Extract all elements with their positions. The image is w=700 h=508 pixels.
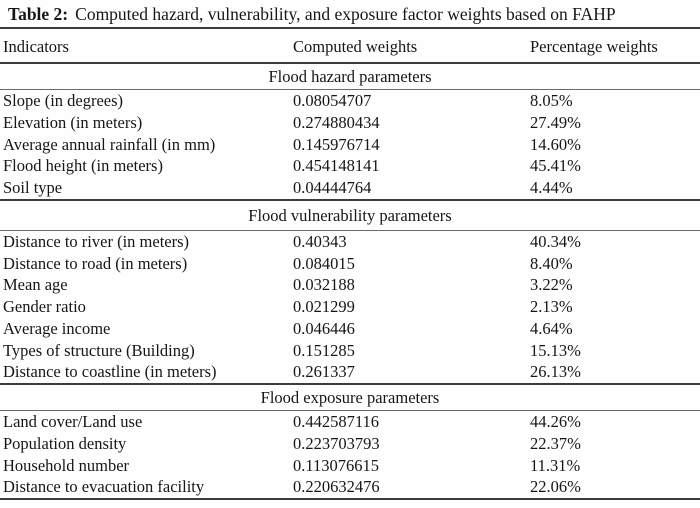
table-row: [0, 455, 700, 477]
percentage-weight-cell: 4.44%: [530, 178, 573, 197]
indicator-cell: Distance to river (in meters): [3, 231, 190, 251]
indicator-cell: Types of structure (Building): [3, 340, 195, 360]
computed-weight-cell: 0.021299: [293, 297, 355, 316]
table-caption: [0, 0, 700, 29]
percentage-weight-cell: 8.40%: [530, 253, 573, 273]
table-row: [0, 433, 700, 455]
table-caption-text: Computed hazard, vulnerability, and exposure factor weights based on FAHP: [75, 4, 616, 24]
table-body: [0, 64, 700, 500]
table-row: [0, 476, 700, 498]
percentage-weight-cell: 45.41%: [530, 156, 581, 176]
indicator-cell: Slope (in degrees): [3, 91, 124, 110]
computed-weight-cell: 0.08054707: [293, 91, 372, 110]
table-row: [0, 340, 700, 362]
column-header-percentage-weights: Percentage weights: [530, 37, 658, 56]
section-header: Flood vulnerability parameters: [0, 201, 700, 231]
table-row: [0, 296, 700, 318]
percentage-weight-cell: 26.13%: [530, 362, 581, 382]
table-row: [0, 361, 700, 383]
indicator-cell: Flood height (in meters): [3, 156, 163, 176]
computed-weight-cell: 0.223703793: [293, 433, 380, 453]
column-header-computed-weights: Computed weights: [293, 37, 418, 56]
column-header-row: [0, 29, 700, 64]
percentage-weight-cell: 44.26%: [530, 412, 581, 431]
computed-weight-cell: 0.084015: [293, 253, 355, 273]
percentage-weight-cell: 8.05%: [530, 91, 573, 110]
table-row: [0, 134, 700, 156]
computed-weight-cell: 0.151285: [293, 340, 355, 360]
computed-weight-cell: 0.442587116: [293, 412, 380, 431]
percentage-weight-cell: 14.60%: [530, 134, 581, 154]
indicator-cell: Elevation (in meters): [3, 112, 143, 132]
computed-weight-cell: 0.40343: [293, 231, 347, 251]
computed-weight-cell: 0.046446: [293, 318, 355, 338]
table-row: [0, 411, 700, 433]
percentage-weight-cell: 27.49%: [530, 112, 581, 132]
percentage-weight-cell: 15.13%: [530, 340, 581, 360]
indicator-cell: Distance to evacuation facility: [3, 477, 205, 497]
table-row: [0, 274, 700, 296]
table-row: [0, 112, 700, 134]
table-row: [0, 231, 700, 253]
table-section: [0, 385, 700, 500]
computed-weight-cell: 0.261337: [293, 362, 355, 382]
table-row: [0, 177, 700, 199]
percentage-weight-cell: 40.34%: [530, 231, 581, 251]
table-row: [0, 90, 700, 112]
table-row: [0, 318, 700, 340]
computed-weight-cell: 0.04444764: [293, 178, 372, 197]
indicator-cell: Household number: [3, 455, 130, 475]
table-caption-label: Table 2:: [8, 4, 69, 24]
percentage-weight-cell: 11.31%: [530, 455, 581, 475]
percentage-weight-cell: 4.64%: [530, 318, 573, 338]
percentage-weight-cell: 22.37%: [530, 433, 581, 453]
computed-weight-cell: 0.454148141: [293, 156, 380, 176]
percentage-weight-cell: 22.06%: [530, 477, 581, 497]
indicator-cell: Soil type: [3, 178, 63, 197]
computed-weight-cell: 0.220632476: [293, 477, 380, 497]
indicator-cell: Average income: [3, 318, 111, 338]
computed-weight-cell: 0.145976714: [293, 134, 380, 154]
computed-weight-cell: 0.274880434: [293, 112, 380, 132]
column-header-indicators: Indicators: [3, 37, 69, 56]
percentage-weight-cell: 3.22%: [530, 275, 573, 295]
table-section: [0, 64, 700, 201]
indicator-cell: Gender ratio: [3, 297, 86, 316]
indicator-cell: Mean age: [3, 275, 68, 295]
table-row: [0, 155, 700, 177]
indicator-cell: Distance to coastline (in meters): [3, 362, 217, 382]
indicator-cell: Average annual rainfall (in mm): [3, 134, 216, 154]
indicator-cell: Population density: [3, 433, 127, 453]
table-row: [0, 253, 700, 275]
percentage-weight-cell: 2.13%: [530, 297, 573, 316]
section-header: Flood hazard parameters: [0, 64, 700, 90]
indicator-cell: Distance to road (in meters): [3, 253, 188, 273]
computed-weight-cell: 0.113076615: [293, 455, 380, 475]
table-section: [0, 201, 700, 385]
computed-weight-cell: 0.032188: [293, 275, 355, 295]
indicator-cell: Land cover/Land use: [3, 412, 143, 431]
section-header: Flood exposure parameters: [0, 385, 700, 411]
